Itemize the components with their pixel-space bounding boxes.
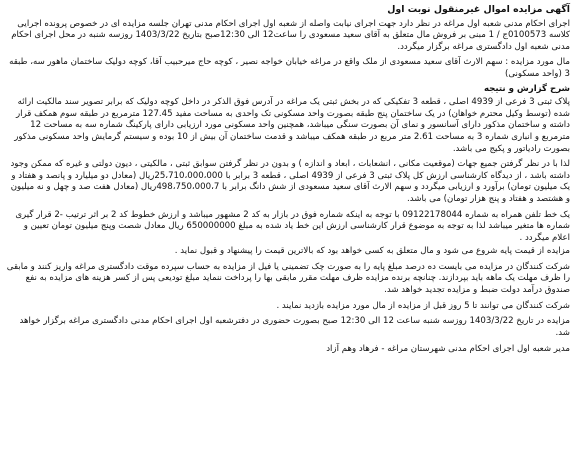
inspection-paragraph: شرکت کنندگان می توانند تا 5 روز قبل از مزایده از مال مورد مزایده بازدید نمایند .: [276, 300, 570, 311]
report-body: پلاک ثبتی 3 فرعی از 4939 اصلی ، قطعه 3 تفکیکی که در بخش ثبتی یک مراغه در آدرس فوق الذکر در داخل کوچه دولیک که برابر تصویر سند مالکیت ارائه شده (توسط وکیل محترم خواهان) در یک ساختمان پنج طبقه بصورت واحد مسکونی تک واحدی به مساحت مفید 127.45 مترمربع در طبقه سوم همکف قرار داشته و ساختمان مذکور دارای آسانسور و نمای آن بصورت سنگی میباشد، همچنین واحد مسکونی مورد ارزیابی دارای پارکینگ شماره سه به مساحت 12 مترمربع و انباری شماره 3 به مساحت 2.61 متر مربع در طبقه همکف میباشد و قدمت ساختمان آن بیش از 10 بوده و سیستم گرمایش واحد مسکونی مذکور بصورت رادیاتور و پکیج می باشد.: [14, 97, 570, 154]
notice-title: آگهی مزایده اموال غیرمنقول نوبت اول: [387, 4, 570, 15]
start-price-paragraph: مزایده از قیمت پایه شروع می شود و مال متعلق به کسی خواهد بود که بالاترین قیمت را پیشنهاد و قبول نماید .: [174, 246, 570, 257]
signature-line: مدیر شعبه اول اجرای احکام مدنی شهرستان مراغه - فرهاد وهم آزاد: [326, 344, 570, 355]
valuation-paragraph: لذا با در نظر گرفتن جمیع جهات (موقعیت مکانی ، انشعابات ، ابعاد و اندازه ) و بدون در نظر گرفتن سوابق ثبتی ، مالکیتی ، دیون دولتی و غیره که ممکن وجود داشته باشد ، از دیدگاه کارشناسی ارزش کل پلاک ثبتی 3 فرعی از 4939 اصلی ، قطعه 3 برابر با 25،710،000،000ریال (معادل دو میلیارد و پانصد و هفتاد و یک میلیون تومان) برآورد و ارزیابی میگردد و سهم الارث آقای سعید مسعودی از شش دانگ برابر با 498،750،000،7ریال (معادل هفت صد و چهل و نه میلیون و هشتصد و هفتاد و پنج هزار تومان) می باشد.: [10, 159, 570, 204]
deposit-paragraph: شرکت کنندگان در مزایده می بایست ده درصد مبلغ پایه را به صورت چک تضمینی یا فیل از مزایده به حساب سپرده موقت دادگستری مراغه واریز کنند و مابقی را ظرف مهلت یک ماهه باید بپردازند. چنانچه برنده مزایده ظرف مهلت مقرر مابقی بها را پرداخت ننماید مبلغ تودیعی پس از کسر هزینه های مزایده به نفع صندوق درآمد دولت ضبط و مزایده تجدید خواهد شد.: [6, 261, 570, 296]
phone-line-paragraph: یک خط تلفن همراه به شماره 09122178044 با توجه به اینکه شماره فوق در بازار به کد 2 مشهور میباشد و ارزش خطوط کد 2 بر اثر ترتیب -2 قرار گیری شماره ها متغیر میباشد لذا به توجه به موضوع قرار کارشناسی ارزش این خط یاد شده به مبلغ 650000000 ریال معادل شصت وپنج میلیون تومان تعیین و اعلام میگردد .: [15, 209, 570, 243]
session-paragraph: مزایده در تاریخ 1403/3/22 روزسه شنبه ساعت 12 الی 12:30 صبح بصورت حضوری در دفترشعبه اول اجرای احکام مدنی دادگستری مراغه برگزار خواهد شد.: [19, 316, 570, 338]
notice-intro: اجرای احکام مدنی شعبه اول مراغه در نظر دارد جهت اجرای نیابت واصله از شعبه اول اجرای احکام مدنی تهران جلسه مزایده ای در خصوص پرونده اجرایی کلاسه 0100573ج / 1 مبنی بر فروش مال متعلق به آقای سعید مسعودی را ساعت12 الی 12:30صبح بتاریخ 1403/3/22 روزسه شنبه در محل اجرای احکام مدنی شعبه اول دادگستری مراغه برگزار میگردد.: [11, 18, 570, 52]
property-description: مال مورد مزایده : سهم الارث آقای سعید مسعودی از ملک واقع در مراغه خیابان خواجه نصیر ، کوچه حاج میرحبیب آقا، کوچه دولیک ساختمان ماهور سه، طبقه 3 (واحد مسکونی): [9, 57, 570, 79]
report-heading: شرح گزارش و نتیجه: [483, 83, 570, 94]
